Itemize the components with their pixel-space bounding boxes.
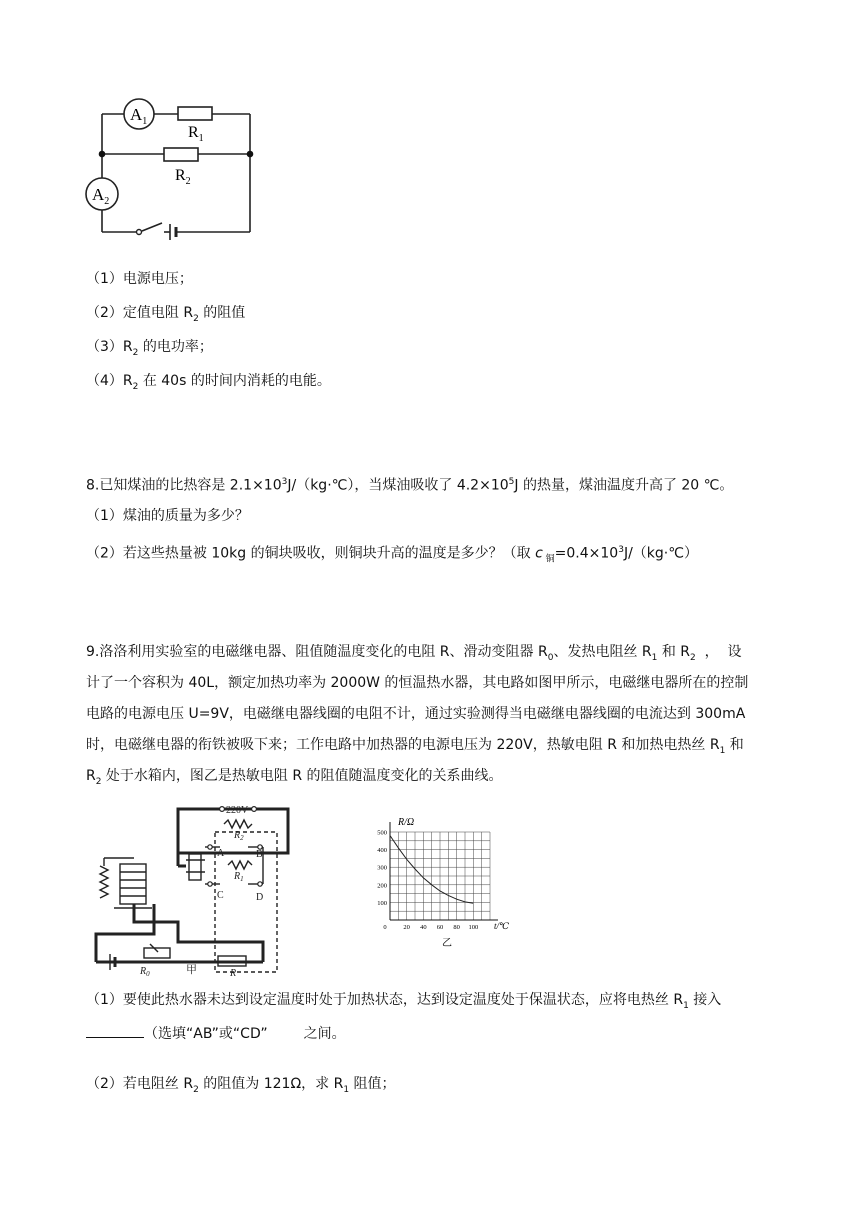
- svg-text:R0: $R_0$: [140, 966, 150, 978]
- junction-dot: [99, 151, 106, 158]
- q9-sub-2: （2）若电阻丝 $R_2$ 的阻值为 121Ω，求 $R_1$ 阻值；: [86, 1076, 396, 1095]
- q7-item-2: （2）定值电阻 $R_2$ 的阻值: [86, 305, 246, 324]
- x-tick-label: 20: [403, 924, 410, 931]
- y-tick-label: 100: [377, 899, 387, 907]
- x-tick-label: 100: [468, 924, 479, 931]
- q9-sub-1-line-2: （选填“AB”或“CD” 之间。: [86, 1023, 346, 1044]
- q8-sub-1: （1）煤油的质量为多少？: [86, 508, 249, 524]
- q9-stem-line-1: 9.洛洛利用实验室的电磁继电器、阻值随温度变化的电阻 R、滑动变阻器 $R_0$、发热电阻丝 $R_1$ 和 $R_2$ ， 设: [86, 644, 742, 663]
- circuit-diagram-1: [80, 92, 270, 242]
- x-tick-label: 80: [453, 924, 460, 931]
- q8-stem: 8.已知煤油的比热容是 $2.1\times 10^3J/(kg\cdot℃)$，当煤油吸收了 $4.2\times 10^5J$ 的热量，煤油温度升高了 20 ℃。: [86, 477, 734, 494]
- q9-stem-line-5: $R_2$ 处于水箱内，图乙是热敏电阻 R 的阻值随温度变化的关系曲线。: [86, 768, 503, 787]
- svg-text:A1: $A_1$: [130, 105, 148, 127]
- svg-text:R: R: [230, 968, 237, 979]
- svg-text:R1: $R_1$: [234, 871, 244, 883]
- svg-text:C: C: [217, 890, 224, 901]
- svg-text:B: B: [256, 849, 263, 860]
- switch-contact: [137, 230, 142, 235]
- label-r1: $R_1$: [188, 124, 204, 144]
- q7-item-4: $(4)R_2$ 在 40s 的时间内消耗的电能。: [86, 373, 331, 392]
- svg-text:A2: $A_2$: [92, 185, 110, 207]
- q9-sub-1-line-1: （1）要使此热水器未达到设定温度时处于加热状态，达到设定温度处于保温状态，应将电热丝 $R_1$ 接入: [86, 992, 722, 1011]
- q9-stem-line-2: 计了一个容积为 40L，额定加热功率为 2000W 的恒温热水器，其电路如图甲所示，电磁继电器所在的控制: [86, 675, 749, 691]
- x-tick-label: 0: [383, 924, 387, 931]
- label-220v: 220V: [226, 805, 249, 816]
- y-tick-label: 500: [377, 829, 387, 837]
- resistance-temperature-chart: [366, 812, 516, 952]
- y-tick-label: 300: [377, 864, 387, 872]
- q8-sub-2: （2）若这些热量被 10kg 的铜块吸收，则铜块升高的温度是多少？（取 c $_铜=0.4\times 10^3J/(kg\cdot℃)$: [86, 545, 698, 565]
- q9-stem-line-3: 电路的电源电压 U=9V，电磁继电器线圈的电阻不计，通过实验测得当电磁继电器线圈的电流达到 300mA: [86, 706, 746, 722]
- svg-text:R2: $R_2$: [234, 830, 244, 842]
- chart-xlabel: t/℃: [494, 921, 510, 931]
- y-tick-label: 200: [377, 882, 387, 890]
- answer-blank[interactable]: [86, 1023, 144, 1038]
- q7-item-3: $(3)R_2$ 的电功率；: [86, 339, 213, 358]
- q7-item-1: （1）电源电压；: [86, 271, 193, 287]
- relay-circuit-figure: [88, 802, 310, 980]
- chart-ylabel: R/Ω: [398, 817, 415, 828]
- svg-text:A: A: [217, 848, 225, 859]
- label-r2: $R_2$: [175, 167, 191, 187]
- resistor-r2: [164, 148, 198, 161]
- x-tick-label: 40: [420, 924, 427, 931]
- chart-caption: 乙: [442, 938, 452, 949]
- x-tick-label: 60: [436, 924, 444, 931]
- chart-grid: [390, 832, 490, 920]
- resistor-r1: [178, 107, 212, 120]
- caption-jia: 甲: [186, 964, 197, 976]
- junction-dot: [247, 151, 254, 158]
- y-tick-label: 400: [377, 847, 387, 855]
- q9-stem-line-4: 时，电磁继电器的衔铁被吸下来；工作电路中加热器的电源电压为 220V，热敏电阻 R 和加热电热丝 $R_1$ 和: [86, 737, 744, 756]
- svg-text:D: D: [256, 892, 264, 903]
